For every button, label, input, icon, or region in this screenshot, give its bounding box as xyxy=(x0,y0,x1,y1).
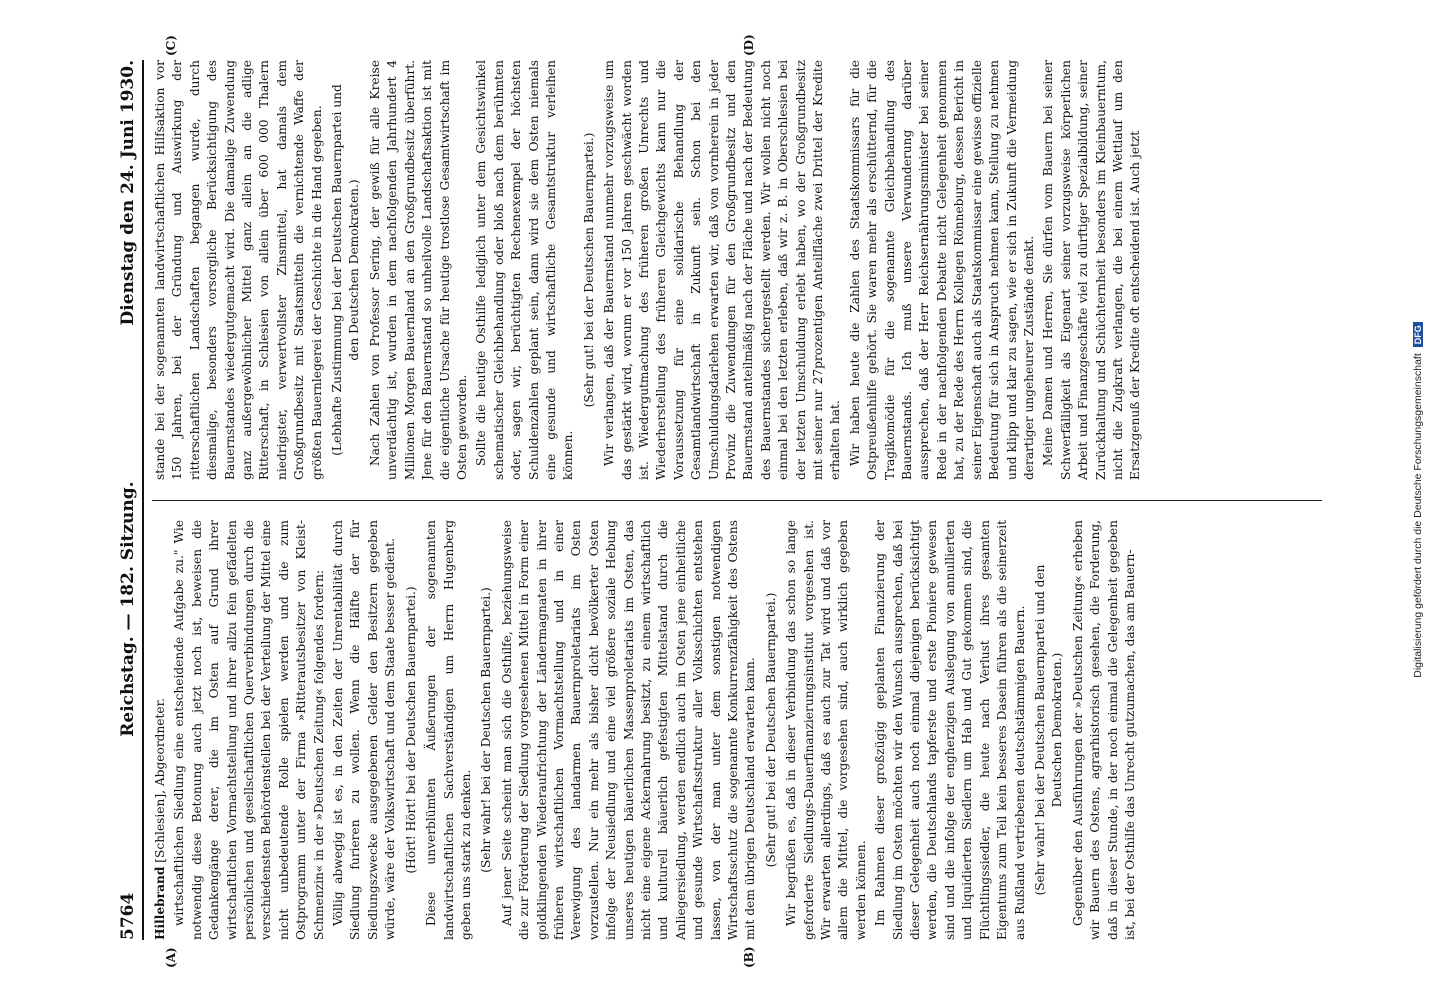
margin-marker-a: (A) xyxy=(164,947,178,968)
dfg-logo: DFG xyxy=(1413,322,1423,347)
speaker-name: Hillebrand xyxy=(153,866,167,940)
interjection: (Lebhafte Zustimmung bei der Deutschen Bauernpartei und den Deutschen Demokraten.) xyxy=(330,84,362,456)
interjection: (Sehr gut! bei der Deutschen Bauernpartei.) xyxy=(581,132,596,408)
quote-paragraph: Völlig abwegig ist es, in den Zeiten der Unrentabilität durch Siedlung furieren zu wollen. Wenn die Hälfte der für Siedlungszwecke ausgegebenen Gelder den Besitzern gegeben würde, wäre der Volkswirtschaft und dem Staate besser gedient. xyxy=(331,520,398,940)
interjection: (Sehr gut! bei der Deutschen Bauernpartei.) xyxy=(763,592,778,868)
paragraph: Auf jener Seite scheint man sich die Osthilfe, beziehungsweise die zur Förderung der Siedlung vorgesehenen Mittel in Form einer goldklingenden Wiederaufrichtung der Ländermagnaten in ihrer früheren wirtschaftlichen Vormachtstellung und in einer Verewigung des landarmen Bauernproletariats im Osten vorzustellen. Nur ein mehr als bisher dicht bevölkerter Osten infolge der Neusiedlung und eine viel größere soziale Hebung unseres heutigen bäuerlichen Massenproletariats im Osten, das nicht eine eigene Ackernahrung besitzt, zu einem wirtschaftlich und kulturell bäuerlich gefestigten Mittelstand durch die Anliegersiedlung, werden endlich auch im Osten jene einheitliche und gesunde Wirtschaftsstruktur aller Volksschichten entstehen lassen, von der man unter dem sonstigen notwendigen Wirtschaftsschutz die sogenannte Konkurrenzfähigkeit des Ostens mit dem übrigen Deutschland erwarten kann. xyxy=(499,520,758,940)
speaker-info: [Schlesien], Abgeordneter. xyxy=(153,698,167,863)
page-header xyxy=(102,60,144,940)
page-number: 5764 xyxy=(118,892,138,940)
paragraph: Nach Zahlen von Professor Sering, der gewiß für alle Kreise unverdächtig ist, wurden in dem nachfolgenden Jahrhundert 4 Millionen Morgen Bauernland an den Großgrundbesitz überführt. Jene für den Bauernstand so unheilvolle Landschaftsaktion ist mit die eigentliche Ursache für heutige trostlose Gesamtwirtschaft im Osten geworden. xyxy=(367,60,469,480)
paragraph: Wir haben heute die Zahlen des Staatskommissars für die Ostpreußenhilfe gehört. Sie waren mehr als erschütternd, für die Tragikomödie für die sogenannte Gleichbehandlung des Bauernstands. Ich muß unsere Verwunderung darüber aussprechen, daß der Herr Reichsernährungsminister bei seiner Rede in der nachfolgenden Debatte nicht Gelegenheit genommen hat, zu der Rede des Herrn Kollegen Rönneburg, dessen Bericht in seiner Eigenschaft auch als Staatskommissar eine gewisse offizielle Bedeutung für sich in Anspruch nehmen kann, Stellung zu nehmen und klipp und klar zu sagen, wie er sich in Zukunft die Vermeidung derartiger ungeheurer Zustände denkt. xyxy=(847,60,1036,480)
paragraph: Diese unverblümten Äußerungen der sogenannten landwirtschaftlichen Sachverständigen um Herrn Hugenberg geben uns stark zu denken. xyxy=(424,520,473,940)
right-column xyxy=(152,60,1322,480)
session-date: Dienstag den 24. Juni 1930. xyxy=(118,60,138,326)
left-column xyxy=(152,520,1322,940)
interjection: (Hört! Hört! bei der Deutschen Bauernpartei.) xyxy=(403,586,418,874)
paragraph: Meine Damen und Herren, Sie dürfen vom Bauern bei seiner Schwerfälligkeit als Eigenart seiner vorzugsweise körperlichen Arbeit und Finanzgeschäfte viel zu dürftiger Spezialbildung, seiner Zurückhaltung und Schüchternheit besonders im Kleinbauerntum, nicht die Zugkraft verlangen, die bei einem Wettlauf um den Ersatzgenuß der Kredite oft entscheidend ist. Auch jetzt xyxy=(1041,60,1143,480)
column-divider xyxy=(152,500,1322,501)
credit-text: Digitalisierung gefördert durch die Deutsche Forschungsgemeinschaft xyxy=(1412,353,1424,678)
paragraph: stande bei der sogenannten landwirtschaftlichen Hilfsaktion vor 150 Jahren, bei der Gründung und Auswirkung der ritterschaftlichen Landschaften begangen wurde, durch diesmalige, besonders vorsorgliche Berücksichtigung des Bauernstandes wiedergutgemacht wird. Die damalige Zuwendung ganz außergewöhnlicher Mittel ganz allein an die adlige Ritterschaft, in Schlesien von allein über 600 000 Thalern niedrigster, verwertvollster Zinsmittel, hat damals dem Großgrundbesitz mit Staatsmitteln die vernichtende Waffe der größten Bauernlegerei der Geschichte in die Hand gegeben. xyxy=(153,60,324,480)
session-title: Reichstag. — 182. Sitzung. xyxy=(118,481,138,737)
margin-marker-d: (D) xyxy=(742,34,756,56)
paragraph: Im Rahmen dieser großzügig geplanten Finanzierung der Siedlung im Osten möchten wir den Wunsch aussprechen, daß bei dieser Gelegenheit auch noch einmal diejenigen berücksichtigt werden, die Deutschlands tapferste und erste Pioniere gewesen sind und die infolge der engherzigen Auslegung von annullierten und liquidierten Siedlern um Hab und Gut gekommen sind, die Flüchtlingssiedler, die heute nach Verlust ihres gesamten Eigentums zum Teil kein besseres Dasein führen als die seinerzeit aus Rußland vertriebenen deutschstämmigen Bauern. xyxy=(873,520,1027,940)
paragraph: Gegenüber den Ausführungen der »Deutschen Zeitung« erheben wir Bauern des Ostens, agrarhistorisch gesehen, die Forderung, daß in dieser Stunde, in der noch einmal die Gelegenheit gegeben ist, bei der Osthilfe das Unrecht gutzumachen, das am Bauern- xyxy=(1070,520,1137,940)
digitization-credit xyxy=(1411,50,1425,950)
speaker-line xyxy=(152,520,169,940)
margin-marker-c: (C) xyxy=(164,35,178,56)
interjection: (Sehr wahr! bei der Deutschen Bauernpartei.) xyxy=(479,587,494,873)
document-page xyxy=(102,34,1332,968)
paragraph: Sollte die heutige Osthilfe lediglich unter dem Gesichtswinkel schematischer Gleichbehandlung oder bloß nach dem berühmten oder, sagen wir, berüchtigten Rechenexempel der höchsten Schuldenzahlen geplant sein, dann wird sie dem Osten niemals eine gesunde und wirtschaftliche Gesamtstruktur verleihen können. xyxy=(474,60,576,480)
paragraph: Wir verlangen, daß der Bauernstand nunmehr vorzugsweise um das gestärkt wird, worum er vor 150 Jahren geschwächt worden ist. Wiedergutmachung des früheren großen Unrechts und Wiederherstellung des früheren Gleichgewichts kann nur die Voraussetzung für eine solidarische Behandlung der Gesamtlandwirtschaft in Zukunft sein. Schon bei den Umschuldungsdarlehen erwarten wir, daß von vornherein in jeder Provinz die Zuwendungen für den Großgrundbesitz und den Bauernstand anteilmäßig nach der Fläche und nach der Bedeutung des Bauernstandes sichergestellt werden. Wir wollen nicht noch einmal bei den letzten erleben, daß wir z. B. in Oberschlesien bei der letzten Umschuldung erlebt haben, wo der Großgrundbesitz mit seiner nur 27prozentigen Anteilfläche zwei Drittel der Kredite erhalten hat. xyxy=(602,60,843,480)
interjection: (Sehr wahr! bei der Deutschen Bauernpartei und den Deutschen Demokraten.) xyxy=(1032,564,1065,896)
margin-marker-b: (B) xyxy=(742,946,756,968)
paragraph: Wir begrüßen es, daß in dieser Verbindung das schon so lange geforderte Siedlungs-Dauerfinanzierungsinstitut vorgesehen ist. Wir erwarten allerdings, daß es auch zur Tat wird und daß vor allem die Mittel, die vorgesehen sind, auch wirklich gegeben werden können. xyxy=(784,520,868,940)
paragraph: wirtschaftlichen Siedlung eine entscheidende Aufgabe zu." Wie notwendig diese Betonung auch jetzt noch ist, beweisen die Gedankengänge derer, die im Osten auf Grund ihrer wirtschaftlichen Vormachtstellung und ihrer allzu fein gefädelten persönlichen und gesellschaftlichen Querverbindungen durch die verschiedensten Behördenstellen bei der Verteilung der Mittel eine nicht unbedeutende Rolle spielen werden und die zum Ostprogramm unter der Firma »Ritterautsbesitzer von Kleist-Schmenzin« in der »Deutschen Zeitung« folgendes fordern: xyxy=(172,520,326,940)
